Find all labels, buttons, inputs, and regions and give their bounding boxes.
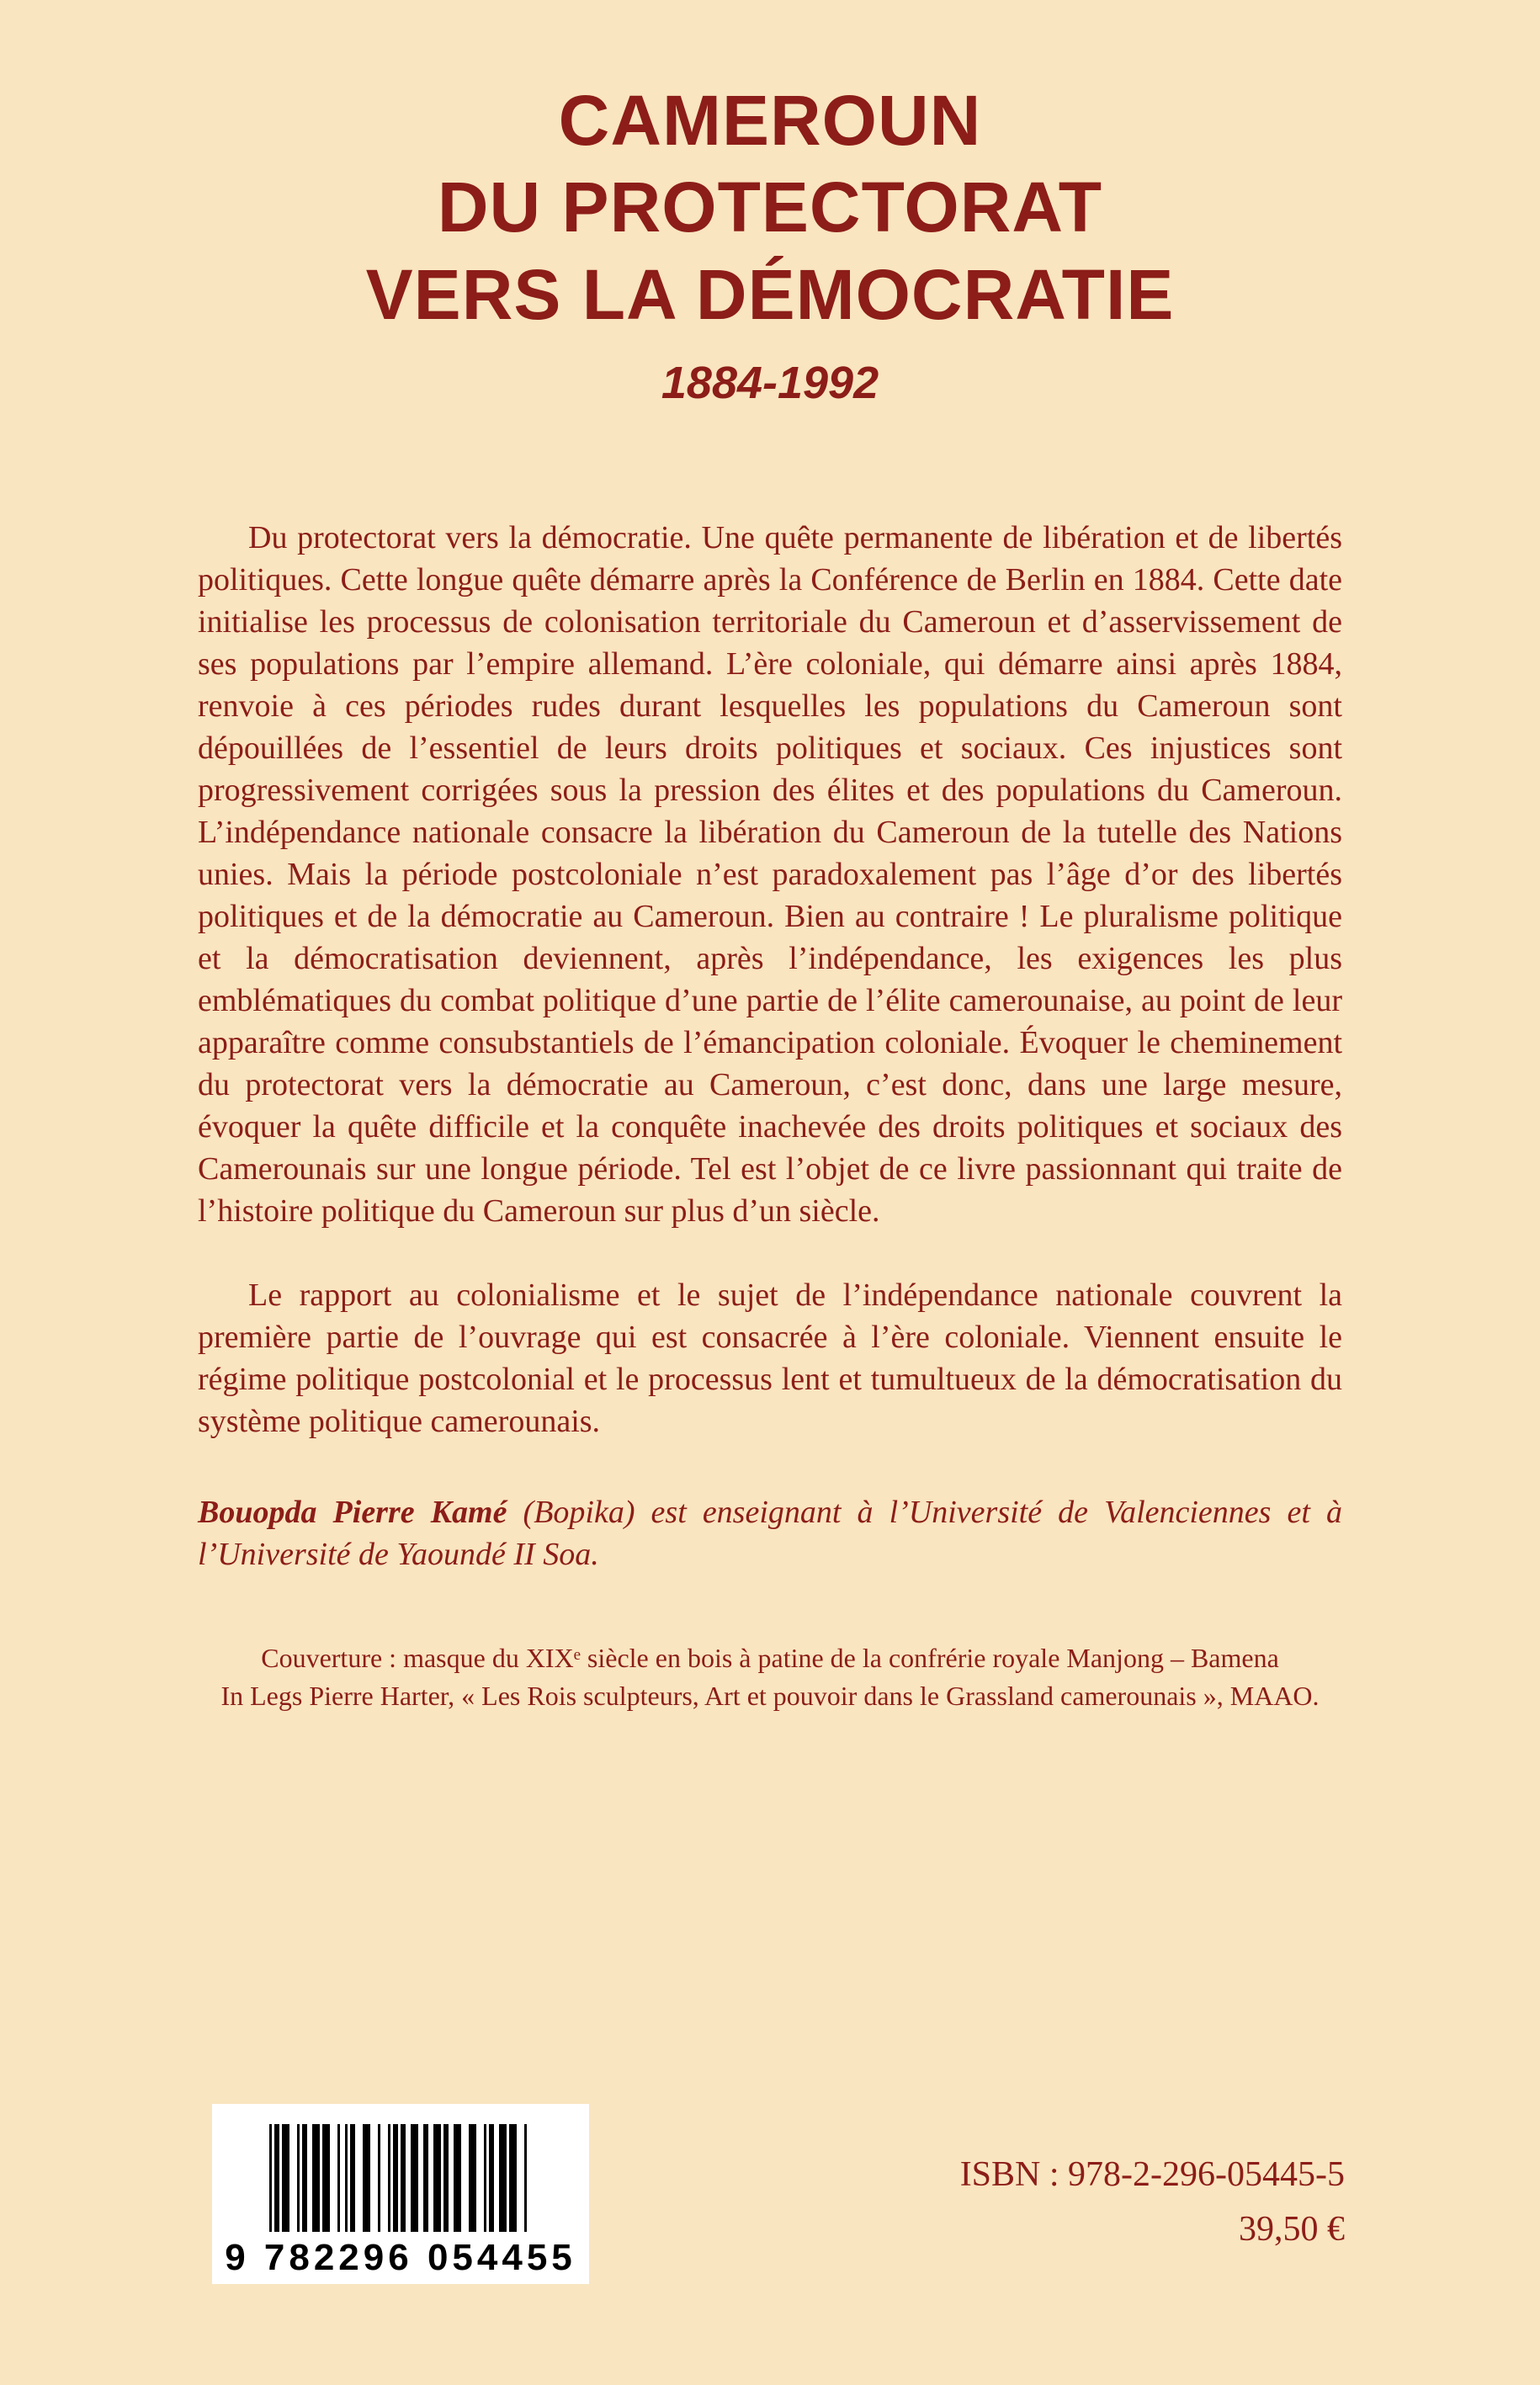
barcode bbox=[212, 2104, 589, 2284]
isbn-text: ISBN : 978-2-296-05445-5 bbox=[959, 2155, 1345, 2194]
synopsis-paragraph-1: Du protectorat vers la démocratie. Une quête permanente de libération et de libertés politiques. Cette longue quête démarre après la Conférence de Berlin en 1884. Cette date initialise les processus de colonisation territoriale du Cameroun et d’asservissement de ses populations par l’empire allemand. L’ère coloniale, qui démarre ainsi après 1884, renvoie à ces périodes rudes durant lesquelles les populations du Cameroun sont dépouillées de l’essentiel de leurs droits politiques et sociaux. Ces injustices sont progressivement corrigées sous la pression des élites et des populations du Cameroun. L’indépendance nationale consacre la libération du Cameroun de la tutelle des Nations unies. Mais la période postcoloniale n’est paradoxalement pas l’âge d’or des libertés politiques et de la démocratie au Cameroun. Bien au contraire ! Le pluralisme politique et la démocratisation deviennent, après l’indépendance, les exigences les plus emblématiques du combat politique d’une partie de l’élite camerounaise, au point de leur apparaître comme consubstantiels de l’émancipation coloniale. Évoquer le cheminement du protectorat vers la démocratie au Cameroun, c’est donc, dans une large mesure, évoquer la quête difficile et la conquête inachevée des droits politiques et sociaux des Camerounais sur une longue période. Tel est l’objet de ce livre passionnant qui traite de l’histoire politique du Cameroun sur plus d’un siècle. bbox=[198, 519, 1342, 1229]
author-bio-text: (Bopika) est enseignant à l’Université de Valenciennes et à l’Université de Yaoundé II Soa. bbox=[198, 1494, 1343, 1572]
price-text: 39,50 € bbox=[1239, 2210, 1345, 2250]
title-line-3: VERS LA DÉMOCRATIE bbox=[365, 254, 1175, 334]
barcode-bars bbox=[269, 2124, 532, 2232]
body-column bbox=[198, 517, 1342, 1715]
credit-line-1: Couverture : masque du XIXᵉ siècle en bois à patine de la confrérie royale Manjong – Bamena bbox=[261, 1642, 1279, 1673]
title-line-2: DU PROTECTORAT bbox=[437, 167, 1103, 247]
barcode-number: 9 782296 054455 bbox=[225, 2237, 576, 2278]
author-bio bbox=[198, 1491, 1342, 1575]
credit-line-2: In Legs Pierre Harter, « Les Rois sculpteurs, Art et pouvoir dans le Grassland camerounais », MAAO. bbox=[220, 1680, 1320, 1711]
author-name: Bouopda Pierre Kamé bbox=[198, 1494, 507, 1530]
synopsis-paragraph-2: Le rapport au colonialisme et le sujet de l’indépendance nationale couvrent la première partie de l’ouvrage qui est consacrée à l’ère coloniale. Viennent ensuite le régime politique postcolonial et le processus lent et tumultueux de la démocratisation du système politique camerounais. bbox=[198, 1277, 1342, 1439]
cover-credit bbox=[198, 1639, 1342, 1715]
subtitle-years: 1884-1992 bbox=[661, 357, 879, 408]
book-title bbox=[0, 0, 1540, 338]
isbn-block bbox=[960, 2148, 1345, 2257]
synopsis bbox=[198, 517, 1342, 1442]
title-line-1: CAMEROUN bbox=[558, 81, 982, 160]
